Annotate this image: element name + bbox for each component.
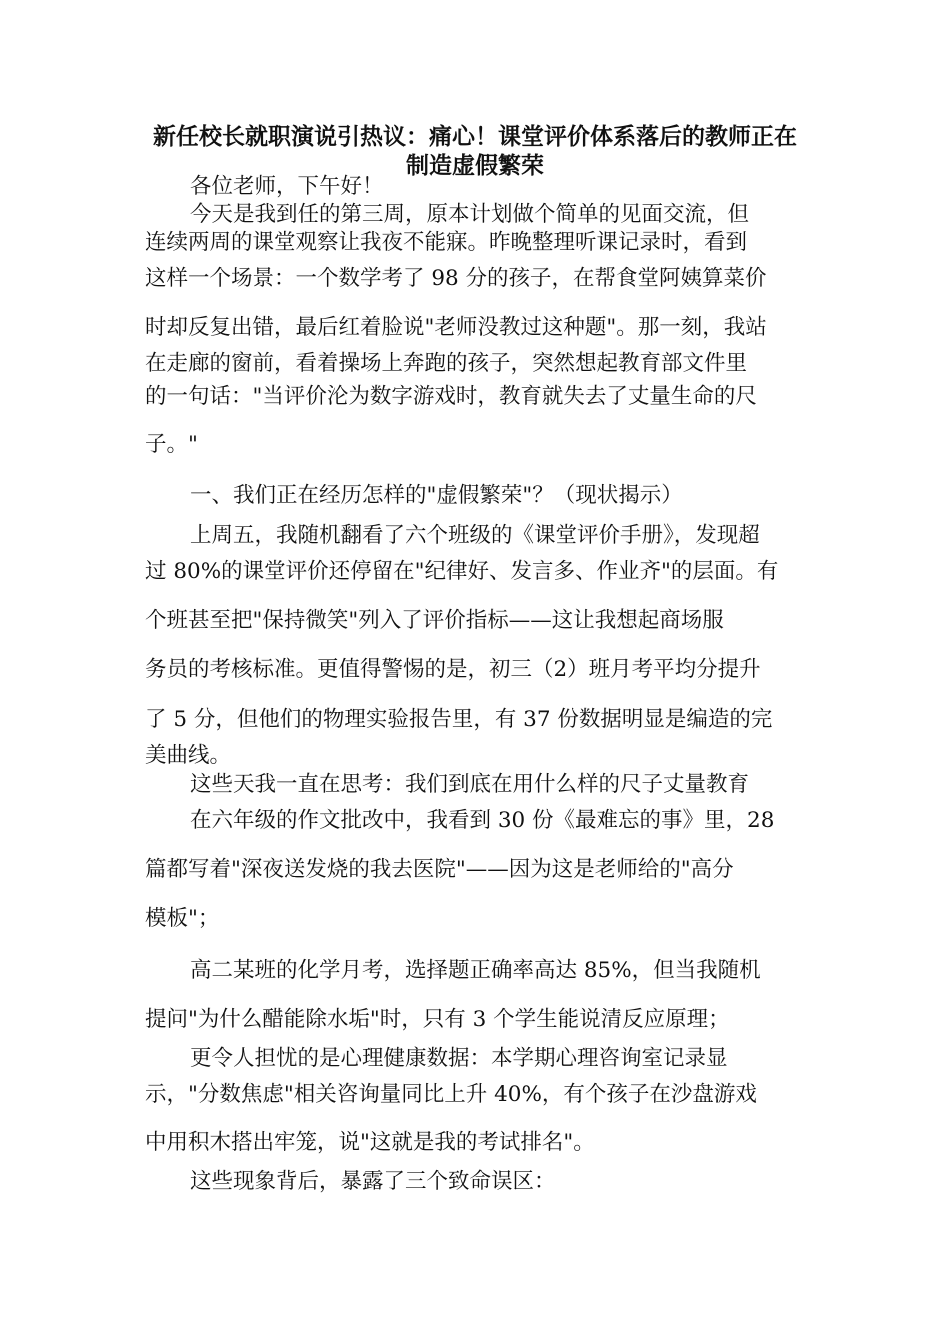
body-line: 务员的考核标准。更值得警惕的是，初三（2）班月考平均分提升 (145, 657, 761, 682)
body-line: 子。" (145, 432, 198, 457)
body-line: 个班甚至把"保持微笑"列入了评价指标——这让我想起商场服 (145, 608, 724, 633)
body-line: 这样一个场景：一个数学考了 98 分的孩子，在帮食堂阿姨算菜价 (145, 266, 767, 291)
body-line: 这些现象背后，暴露了三个致命误区： (190, 1169, 556, 1194)
section-heading: 一、我们正在经历怎样的"虚假繁荣"？（现状揭示） (190, 483, 683, 508)
article-title-line-1: 新任校长就职演说引热议：痛心！课堂评价体系落后的教师正在 (153, 123, 797, 150)
body-line: 更令人担忧的是心理健康数据：本学期心理咨询室记录显 (190, 1046, 728, 1071)
body-line: 在走廊的窗前，看着操场上奔跑的孩子，突然想起教育部文件里 (145, 351, 748, 376)
body-line: 模板"； (145, 906, 220, 931)
body-line: 连续两周的课堂观察让我夜不能寐。昨晚整理听课记录时，看到 (145, 230, 748, 255)
body-line: 在六年级的作文批改中，我看到 30 份《最难忘的事》里，28 (190, 808, 775, 833)
body-line: 了 5 分，但他们的物理实验报告里，有 37 份数据明显是编造的完 (145, 707, 773, 732)
body-line: 中用积木搭出牢笼，说"这就是我的考试排名"。 (145, 1130, 595, 1155)
body-line: 高二某班的化学月考，选择题正确率高达 85%，但当我随机 (190, 958, 761, 983)
body-line: 过 80%的课堂评价还停留在"纪律好、发言多、作业齐"的层面。有 (145, 559, 779, 584)
body-line: 示，"分数焦虑"相关咨询量同比上升 40%，有个孩子在沙盘游戏 (145, 1082, 757, 1107)
article-title-line-2: 制造虚假繁荣 (406, 152, 544, 179)
body-line: 美曲线。 (145, 743, 232, 768)
body-line: 提问"为什么醋能除水垢"时，只有 3 个学生能说清反应原理； (145, 1007, 730, 1032)
body-line: 上周五，我随机翻看了六个班级的《课堂评价手册》，发现超 (190, 523, 760, 548)
body-line: 篇都写着"深夜送发烧的我去医院"——因为这是老师给的"高分 (145, 857, 734, 882)
body-line: 今天是我到任的第三周，原本计划做个简单的见面交流，但 (190, 202, 750, 227)
body-line: 的一句话："当评价沦为数字游戏时，教育就失去了丈量生命的尺 (145, 384, 757, 409)
body-line: 时却反复出错，最后红着脸说"老师没教过这种题"。那一刻，我站 (145, 315, 767, 340)
body-line: 这些天我一直在思考：我们到底在用什么样的尺子丈量教育 (190, 772, 750, 797)
greeting: 各位老师，下午好！ (190, 174, 384, 199)
